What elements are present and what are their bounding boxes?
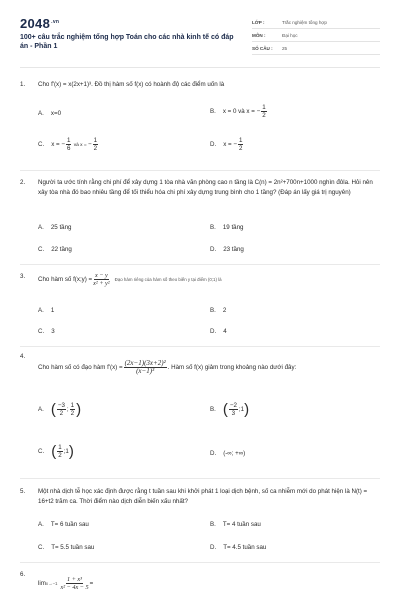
q2-option-b[interactable]: B. 19 tầng: [210, 224, 244, 231]
question-4: 4. Cho hàm số có đạo hàm f'(x) = $\frac{\text{(2x−1)(3x+2)²}}{\text{(x−1)³}}$ . Hàm số f(x) giảm trong khoảng nào dưới đây:: [20, 353, 297, 375]
separator: [20, 562, 380, 563]
q2-option-d[interactable]: D. 23 tầng: [210, 246, 244, 253]
q1-option-c[interactable]: C. x = − $\frac{1}{6}$ và x = − $\frac{1}{2}$: [38, 137, 98, 152]
site-logo[interactable]: $2048^{.vn}$: [20, 16, 60, 31]
question-3: 3. Cho hàm số f(x;y) = $\frac{x - y}{\text{x² + y²}}$ Đạo hàm riêng của hàm số theo biến y tại điểm (0;1) là: [20, 272, 222, 287]
header-divider: [20, 67, 380, 68]
q5-option-a[interactable]: A. T= 6 tuần sau: [38, 521, 89, 528]
q5-option-d[interactable]: D. T= 4.5 tuần sau: [210, 544, 267, 551]
separator: [20, 264, 380, 265]
q4-option-b[interactable]: B. ( $\frac{-2}{3}$ ; 1 ): [210, 401, 250, 418]
q1-option-a[interactable]: A. x=0: [38, 110, 62, 117]
meta-row-class: LỚP : Trắc nghiệm tổng hợp: [252, 16, 380, 29]
document-title: 100+ câu trắc nghiệm tổng hợp Toán cho các nhà kinh tế có đáp án - Phần 1: [20, 34, 234, 50]
question-6: 6. lim x→−1 $\frac{\text{1 + x³}}{\text{x² − 4x − 5}}$ =: [20, 571, 94, 591]
separator: [20, 478, 380, 479]
q3-option-d[interactable]: D. 4: [210, 328, 227, 335]
q1-option-d[interactable]: D. x = − $\frac{1}{2}$: [210, 137, 243, 152]
q1-option-b[interactable]: B. x = 0 và x = − $\frac{1}{2}$: [210, 104, 266, 119]
q5-option-b[interactable]: B. T= 4 tuần sau: [210, 521, 261, 528]
q2-option-a[interactable]: A. 25 tầng: [38, 224, 72, 231]
q4-option-c[interactable]: C. ( $\frac{1}{2}$ ; 1 ): [38, 443, 74, 460]
q2-option-c[interactable]: C. 22 tầng: [38, 246, 72, 253]
q3-option-b[interactable]: B. 2: [210, 307, 227, 314]
q4-option-a[interactable]: A. ( $\frac{-3}{2}$ ; $\frac{1}{2}$ ): [38, 401, 82, 418]
q5-option-c[interactable]: C. T= 5.5 tuần sau: [38, 544, 95, 551]
meta-row-subject: MÔN : Đại học: [252, 29, 380, 42]
separator: [20, 346, 380, 347]
q3-option-a[interactable]: A. 1: [38, 307, 55, 314]
meta-table: [252, 16, 380, 55]
q3-option-c[interactable]: C. 3: [38, 328, 55, 335]
meta-row-count: SỐ CÂU : 25: [252, 42, 380, 55]
q4-option-d[interactable]: D. (-∞; +∞): [210, 450, 246, 457]
separator: [20, 170, 380, 171]
